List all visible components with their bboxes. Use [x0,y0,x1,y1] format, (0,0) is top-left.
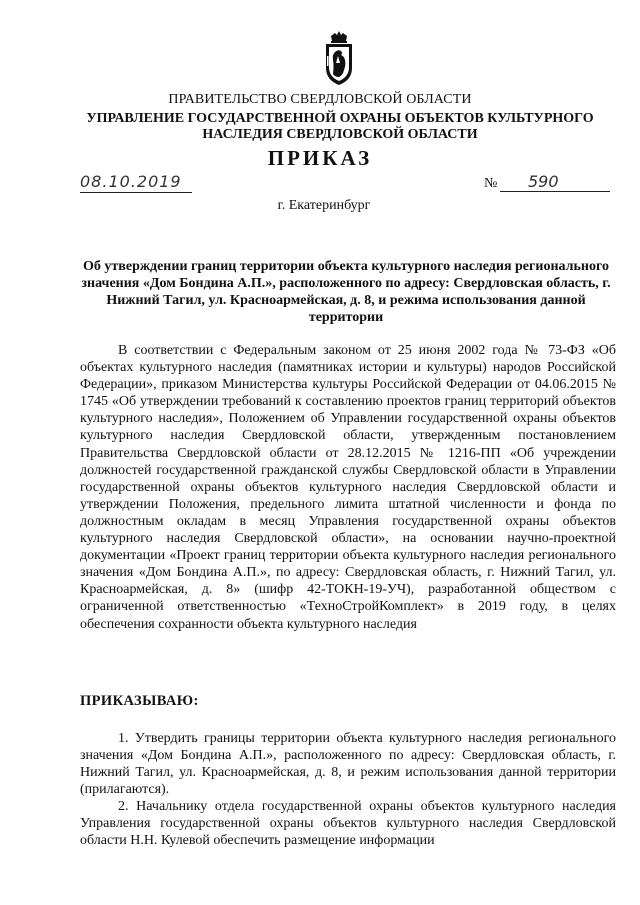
government-name: ПРАВИТЕЛЬСТВО СВЕРДЛОВСКОЙ ОБЛАСТИ [168,92,472,107]
preamble-paragraph: В соответствии с Федеральным законом от 25 июня 2002 года № 73-ФЗ «Об объектах культурного наследия (памятниках истории и культуры) народов Российской Федерации», приказом Министерства культуры Российской Федерации от 04.06.2015 № 1745 «Об утверждении требований к составлению проектов границ территорий объектов культурного наследия», Положением об Управлении государственной охраны объектов культурного наследия Свердловской области, утвержденным постановлением Правительства Свердловской области от 28.12.2015 № 1216-ПП «Об учреждении должностей государственной гражданской службы Свердловской области в Управлении государственной охраны объектов культурного наследия Свердловской области и утверждении Положения, предельного лимита штатной численности и фонда по должностным окладам в месяц Управления государственной охраны объектов культурного наследия Свердловской области», на основании научно-проектной документации «Проект границ территории объекта культурного наследия регионального значения «Дом Бондина А.П.», по адресу: Свердловская область, г. Нижний Тагил, ул. Красноармейская, д. 8» (шифр 42-ТОКН-19-УЧ), разработанной обществом с ограниченной ответственностью «ТехноСтройКомплект» в 2019 году, в целях обеспечения сохранности объекта культурного наследия [80,343,616,632]
order-item-2: 2. Начальнику отдела государственной охраны объектов культурного наследия Управления государственной охраны объектов культурного наследия Свердловской области Н.Н. Кулевой обеспечить размещение информации [80,799,616,849]
document-type: ПРИКАЗ [267,146,373,170]
coat-of-arms-icon [322,30,356,86]
order-heading: ПРИКАЗЫВАЮ: [80,693,199,709]
department-name: УПРАВЛЕНИЕ ГОСУДАРСТВЕННОЙ ОХРАНЫ ОБЪЕКТОВ КУЛЬТУРНОГО НАСЛЕДИЯ СВЕРДЛОВСКОЙ ОБЛАСТИ [86,111,594,142]
order-title: Об утверждении границ территории объекта культурного наследия регионального значения «Дом Бондина А.П.», расположенного по адресу: Свердловская область, г. Нижний Тагил, ул. Красноармейская, д. 8, и режима использования данной территории [81,259,611,325]
order-date: 08.10.2019 [80,172,192,193]
order-number: 590 [500,172,610,192]
city: г. Екатеринбург [277,198,371,213]
order-number-label: № [484,176,498,191]
order-item-1: 1. Утвердить границы территории объекта культурного наследия регионального значения «Дом Бондина А.П.», расположенного по адресу: Свердловская область, г. Нижний Тагил, ул. Красноармейская, д. 8, и режим использования данной территории (прилагаются). [80,731,616,798]
